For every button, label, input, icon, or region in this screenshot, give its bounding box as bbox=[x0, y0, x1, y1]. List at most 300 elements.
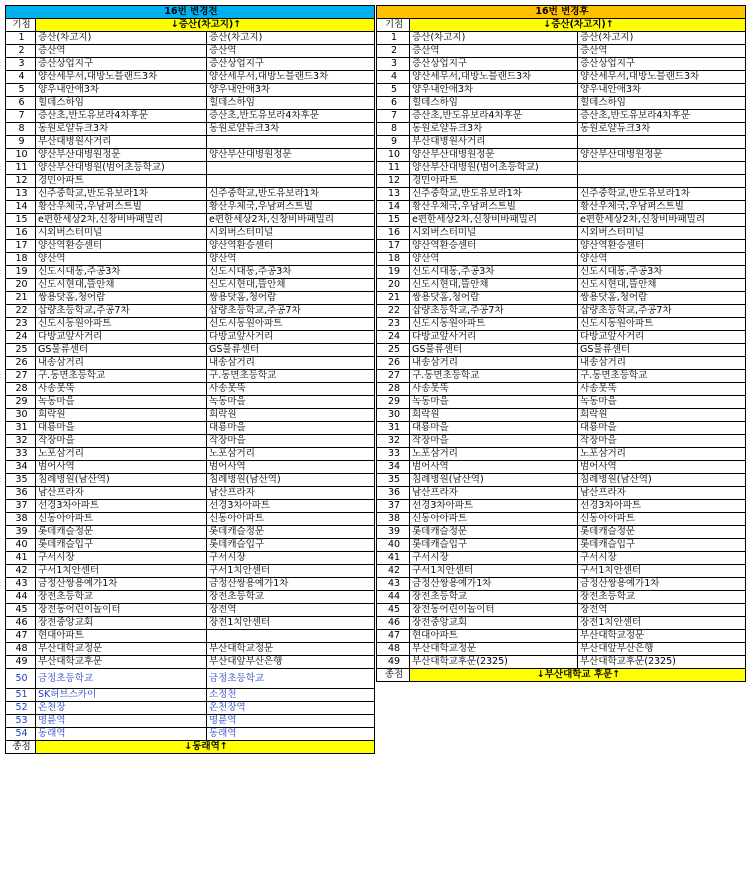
stop-number: 27 bbox=[6, 370, 36, 383]
before-title: 16번 변경전 bbox=[6, 6, 375, 19]
stop-row bbox=[6, 617, 375, 630]
stop-name-inbound: 동원로얄듀크3차 bbox=[207, 123, 375, 136]
stop-name-inbound: 증산상업지구 bbox=[578, 58, 746, 71]
stop-number: 2 bbox=[377, 45, 410, 58]
stop-number: 27 bbox=[377, 370, 410, 383]
stop-row bbox=[377, 240, 746, 253]
stop-row bbox=[377, 227, 746, 240]
stop-number: 51 bbox=[6, 689, 36, 702]
stop-name-inbound: 부산대학교후문(2325) bbox=[578, 656, 746, 669]
stop-row bbox=[377, 318, 746, 331]
stop-name-outbound: 증산역 bbox=[36, 45, 207, 58]
stop-row bbox=[6, 728, 375, 741]
stop-name-outbound: 녹동마을 bbox=[36, 396, 207, 409]
stop-name-outbound: 양산부산대병원정문 bbox=[410, 149, 578, 162]
stop-name-outbound: 사송못뚝 bbox=[410, 383, 578, 396]
stop-name-outbound: 내송삼거리 bbox=[410, 357, 578, 370]
stop-name-outbound: 경민아파트 bbox=[410, 175, 578, 188]
stop-row bbox=[6, 188, 375, 201]
stop-row bbox=[6, 630, 375, 643]
stop-name-inbound: 침례병원(남산역) bbox=[578, 474, 746, 487]
stop-number: 8 bbox=[377, 123, 410, 136]
stop-name-outbound: 힐데스하임 bbox=[36, 97, 207, 110]
stop-name-inbound: 시외버스터미널 bbox=[578, 227, 746, 240]
stop-name-inbound: 금정산쌍용예가1차 bbox=[578, 578, 746, 591]
stop-name-inbound: 황산우체국,우남퍼스트빌 bbox=[207, 201, 375, 214]
stop-name-inbound: 신동아아파트 bbox=[207, 513, 375, 526]
before-end-endpoint: ↓동래역↑ bbox=[36, 741, 375, 754]
stop-number: 50 bbox=[6, 669, 36, 689]
stop-name-inbound: 구서1치안센터 bbox=[578, 565, 746, 578]
stop-name-outbound: 롯데캐슬정문 bbox=[410, 526, 578, 539]
stop-name-inbound: 남산프라자 bbox=[207, 487, 375, 500]
stop-name-outbound: 신도시현대,뜰안채 bbox=[36, 279, 207, 292]
stop-row bbox=[377, 461, 746, 474]
stop-number: 33 bbox=[6, 448, 36, 461]
stop-row bbox=[6, 279, 375, 292]
stop-name-inbound: 구서시장 bbox=[578, 552, 746, 565]
stop-number: 14 bbox=[6, 201, 36, 214]
stop-number: 3 bbox=[6, 58, 36, 71]
stop-number: 19 bbox=[377, 266, 410, 279]
stop-name-outbound: 신도시대동,주공3차 bbox=[410, 266, 578, 279]
stop-number: 23 bbox=[377, 318, 410, 331]
stop-name-inbound: 대룡마을 bbox=[207, 422, 375, 435]
stop-number: 45 bbox=[377, 604, 410, 617]
stop-name-outbound: 선경3차아파트 bbox=[410, 500, 578, 513]
stop-number: 22 bbox=[6, 305, 36, 318]
stop-row bbox=[377, 45, 746, 58]
stop-number: 25 bbox=[377, 344, 410, 357]
stop-row bbox=[6, 357, 375, 370]
stop-name-inbound: 신도시동원아파트 bbox=[578, 318, 746, 331]
stop-row bbox=[377, 201, 746, 214]
stop-number: 4 bbox=[377, 71, 410, 84]
after-table-body bbox=[377, 6, 746, 682]
stop-row bbox=[6, 689, 375, 702]
stop-name-outbound: 양산역 bbox=[36, 253, 207, 266]
stop-name-inbound: 녹동마을 bbox=[578, 396, 746, 409]
stop-name-inbound: GS물류센터 bbox=[207, 344, 375, 357]
stop-row bbox=[377, 32, 746, 45]
stop-row bbox=[6, 305, 375, 318]
stop-number: 47 bbox=[6, 630, 36, 643]
stop-row bbox=[377, 617, 746, 630]
stop-name-inbound: 사송못뚝 bbox=[578, 383, 746, 396]
stop-name-inbound bbox=[578, 162, 746, 175]
stop-name-inbound: 장전1치안센터 bbox=[578, 617, 746, 630]
stop-name-inbound: e편한세상2차,신창비바패밀리 bbox=[578, 214, 746, 227]
stop-row bbox=[6, 32, 375, 45]
stop-number: 12 bbox=[6, 175, 36, 188]
stop-name-outbound: 양산역환승센터 bbox=[36, 240, 207, 253]
stop-name-outbound: 구서1치안센터 bbox=[36, 565, 207, 578]
stop-number: 54 bbox=[6, 728, 36, 741]
stop-row bbox=[377, 396, 746, 409]
stop-row bbox=[377, 162, 746, 175]
stop-number: 29 bbox=[6, 396, 36, 409]
stop-row bbox=[377, 383, 746, 396]
stop-name-inbound: 증산(차고지) bbox=[207, 32, 375, 45]
stop-name-inbound: 구서1치안센터 bbox=[207, 565, 375, 578]
stop-name-outbound: 부산대학교후문(2325) bbox=[410, 656, 578, 669]
stop-name-inbound: 구.동면초등학교 bbox=[207, 370, 375, 383]
stop-name-outbound: 신도시동원아파트 bbox=[410, 318, 578, 331]
stop-row bbox=[377, 253, 746, 266]
stop-number: 53 bbox=[6, 715, 36, 728]
stop-row bbox=[377, 331, 746, 344]
stop-number: 15 bbox=[377, 214, 410, 227]
stop-name-outbound: 양산부산대병원정문 bbox=[36, 149, 207, 162]
stop-name-inbound: 양산역 bbox=[207, 253, 375, 266]
stop-name-outbound: 대룡마을 bbox=[36, 422, 207, 435]
stop-name-inbound: 신주중학교,반도유보라1차 bbox=[578, 188, 746, 201]
stop-number: 11 bbox=[377, 162, 410, 175]
stop-name-outbound: 내송삼거리 bbox=[36, 357, 207, 370]
stop-name-outbound: 증산초,반도유보라4차후문 bbox=[36, 110, 207, 123]
stop-number: 6 bbox=[377, 97, 410, 110]
stop-number: 32 bbox=[6, 435, 36, 448]
stop-row bbox=[6, 58, 375, 71]
stop-row bbox=[6, 448, 375, 461]
stop-name-inbound: 양산역환승센터 bbox=[207, 240, 375, 253]
stop-name-outbound: 침례병원(남산역) bbox=[410, 474, 578, 487]
stop-row bbox=[377, 84, 746, 97]
stop-name-outbound: 장전초등학교 bbox=[410, 591, 578, 604]
stop-name-inbound: 금정산쌍용예가1차 bbox=[207, 578, 375, 591]
stop-row bbox=[6, 552, 375, 565]
stop-name-inbound: 신도시현대,뜰안채 bbox=[578, 279, 746, 292]
stop-number: 7 bbox=[377, 110, 410, 123]
after-start-label: 기점 bbox=[377, 19, 410, 32]
stop-name-outbound: 현대아파트 bbox=[410, 630, 578, 643]
stop-number: 44 bbox=[377, 591, 410, 604]
stop-name-outbound: 시외버스터미널 bbox=[36, 227, 207, 240]
stop-name-inbound bbox=[207, 136, 375, 149]
stop-name-outbound: 장전초등학교 bbox=[36, 591, 207, 604]
stop-name-outbound: 신주중학교,반도유보라1차 bbox=[410, 188, 578, 201]
stop-row bbox=[377, 214, 746, 227]
stop-number: 5 bbox=[6, 84, 36, 97]
stop-name-inbound: 삽량초등학교,주공7차 bbox=[578, 305, 746, 318]
stop-row bbox=[377, 474, 746, 487]
stop-name-outbound: 신도시대동,주공3차 bbox=[36, 266, 207, 279]
stop-name-inbound: 증산역 bbox=[207, 45, 375, 58]
stop-row bbox=[6, 526, 375, 539]
stop-name-outbound: 선경3차아파트 bbox=[36, 500, 207, 513]
stop-number: 29 bbox=[377, 396, 410, 409]
stop-name-outbound: GS물류센터 bbox=[410, 344, 578, 357]
stop-number: 24 bbox=[377, 331, 410, 344]
stop-number: 28 bbox=[377, 383, 410, 396]
stop-number: 48 bbox=[6, 643, 36, 656]
stop-number: 36 bbox=[377, 487, 410, 500]
stop-name-inbound: 다방교앞사거리 bbox=[578, 331, 746, 344]
stop-row bbox=[6, 715, 375, 728]
stop-number: 28 bbox=[6, 383, 36, 396]
stop-name-inbound: 선경3차아파트 bbox=[578, 500, 746, 513]
stop-number: 46 bbox=[377, 617, 410, 630]
stop-name-inbound: 명륜역 bbox=[207, 715, 375, 728]
stop-name-outbound: 양산부산대병원(범어초등학교) bbox=[410, 162, 578, 175]
stop-row bbox=[377, 175, 746, 188]
stop-name-outbound: 다방교앞사거리 bbox=[36, 331, 207, 344]
stop-row bbox=[6, 266, 375, 279]
stop-number: 7 bbox=[6, 110, 36, 123]
stop-row bbox=[377, 487, 746, 500]
stop-row bbox=[6, 578, 375, 591]
stop-name-outbound: 금정산쌍용예가1차 bbox=[410, 578, 578, 591]
stop-name-outbound: 남산프라자 bbox=[36, 487, 207, 500]
stop-row bbox=[377, 58, 746, 71]
stop-row bbox=[377, 266, 746, 279]
stop-name-inbound bbox=[207, 162, 375, 175]
stop-name-inbound: 남산프라자 bbox=[578, 487, 746, 500]
stop-row bbox=[377, 292, 746, 305]
stop-number: 42 bbox=[377, 565, 410, 578]
stop-name-outbound: 부산대병원사거리 bbox=[410, 136, 578, 149]
stop-row bbox=[6, 84, 375, 97]
stop-name-outbound: 증산(차고지) bbox=[36, 32, 207, 45]
stop-name-outbound: 신도시현대,뜰안채 bbox=[410, 279, 578, 292]
stop-name-inbound: 녹동마을 bbox=[207, 396, 375, 409]
stop-name-inbound: 롯데캐슬입구 bbox=[578, 539, 746, 552]
stop-name-outbound: 동원로얄듀크3차 bbox=[36, 123, 207, 136]
stop-number: 21 bbox=[377, 292, 410, 305]
stop-name-inbound: 장전역 bbox=[578, 604, 746, 617]
stop-name-outbound: 범어사역 bbox=[36, 461, 207, 474]
stop-number: 3 bbox=[377, 58, 410, 71]
stop-name-outbound: 동원로얄듀크3차 bbox=[410, 123, 578, 136]
end-row bbox=[377, 669, 746, 682]
stop-name-outbound: 신주중학교,반도유보라1차 bbox=[36, 188, 207, 201]
stop-name-inbound bbox=[207, 630, 375, 643]
stop-row bbox=[6, 253, 375, 266]
stop-number: 34 bbox=[377, 461, 410, 474]
stop-number: 18 bbox=[377, 253, 410, 266]
stop-row bbox=[6, 643, 375, 656]
stop-name-outbound: 롯데캐슬입구 bbox=[36, 539, 207, 552]
stop-number: 21 bbox=[6, 292, 36, 305]
stop-name-inbound: 선경3차아파트 bbox=[207, 500, 375, 513]
stop-name-outbound: 쌍용닷홈,청어람 bbox=[36, 292, 207, 305]
stop-name-outbound: 온천장 bbox=[36, 702, 207, 715]
stop-name-outbound: 녹동마을 bbox=[410, 396, 578, 409]
stop-number: 10 bbox=[377, 149, 410, 162]
stop-number: 48 bbox=[377, 643, 410, 656]
stop-row bbox=[6, 409, 375, 422]
stop-number: 44 bbox=[6, 591, 36, 604]
stop-name-inbound: 신동아아파트 bbox=[578, 513, 746, 526]
stop-name-outbound: 노포삼거리 bbox=[36, 448, 207, 461]
stop-name-outbound: 삽량초등학교,주공7차 bbox=[36, 305, 207, 318]
stop-number: 9 bbox=[377, 136, 410, 149]
stop-name-outbound: 신동아아파트 bbox=[410, 513, 578, 526]
stop-name-inbound: 황산우체국,우남퍼스트빌 bbox=[578, 201, 746, 214]
stop-row bbox=[377, 435, 746, 448]
stop-row bbox=[377, 123, 746, 136]
before-route-table bbox=[5, 5, 375, 754]
stop-number: 43 bbox=[6, 578, 36, 591]
stop-row bbox=[6, 162, 375, 175]
stop-name-inbound: 온천장역 bbox=[207, 702, 375, 715]
stop-row bbox=[377, 370, 746, 383]
stop-number: 17 bbox=[377, 240, 410, 253]
stop-name-outbound: 증산상업지구 bbox=[36, 58, 207, 71]
stop-name-inbound: 동래역 bbox=[207, 728, 375, 741]
stop-row bbox=[6, 227, 375, 240]
before-table-body bbox=[6, 6, 375, 754]
stop-name-inbound bbox=[207, 175, 375, 188]
stop-name-inbound: 소정천 bbox=[207, 689, 375, 702]
stop-name-inbound: 침례병원(남산역) bbox=[207, 474, 375, 487]
stop-name-inbound: 장전역 bbox=[207, 604, 375, 617]
stop-name-outbound: 장전중앙교회 bbox=[36, 617, 207, 630]
stop-row bbox=[6, 461, 375, 474]
stop-name-outbound: 증산상업지구 bbox=[410, 58, 578, 71]
stop-name-outbound: 양산세무서,대방노블랜드3차 bbox=[36, 71, 207, 84]
stop-name-inbound: 신도시대동,주공3차 bbox=[207, 266, 375, 279]
stop-name-inbound: 구서시장 bbox=[207, 552, 375, 565]
stop-name-inbound: 내송삼거리 bbox=[578, 357, 746, 370]
stop-name-inbound: 양우내안애3차 bbox=[207, 84, 375, 97]
stop-name-outbound: 장전동어린이놀이터 bbox=[410, 604, 578, 617]
stop-name-outbound: 양산역 bbox=[410, 253, 578, 266]
stop-number: 11 bbox=[6, 162, 36, 175]
stop-row bbox=[6, 201, 375, 214]
stop-name-inbound: 양산부산대병원정문 bbox=[207, 149, 375, 162]
stop-name-outbound: 장전동어린이놀이터 bbox=[36, 604, 207, 617]
stop-name-outbound: SK허브스카이 bbox=[36, 689, 207, 702]
stop-row bbox=[6, 669, 375, 689]
stop-number: 38 bbox=[6, 513, 36, 526]
stop-number: 43 bbox=[377, 578, 410, 591]
stop-number: 39 bbox=[6, 526, 36, 539]
stop-name-inbound: 희락원 bbox=[207, 409, 375, 422]
stop-row bbox=[6, 214, 375, 227]
stop-name-inbound: 사송못뚝 bbox=[207, 383, 375, 396]
stop-name-outbound: 시외버스터미널 bbox=[410, 227, 578, 240]
stop-name-outbound: 신도시동원아파트 bbox=[36, 318, 207, 331]
stop-name-outbound: e편한세상2차,신창비바패밀리 bbox=[36, 214, 207, 227]
stop-name-inbound bbox=[578, 136, 746, 149]
stop-name-outbound: 노포삼거리 bbox=[410, 448, 578, 461]
stop-name-inbound: 다방교앞사거리 bbox=[207, 331, 375, 344]
stop-number: 45 bbox=[6, 604, 36, 617]
stop-row bbox=[377, 448, 746, 461]
stop-number: 25 bbox=[6, 344, 36, 357]
stop-name-outbound: 황산우체국,우남퍼스트빌 bbox=[410, 201, 578, 214]
stop-name-inbound: 롯데캐슬정문 bbox=[578, 526, 746, 539]
stop-name-inbound: 양산역환승센터 bbox=[578, 240, 746, 253]
stop-number: 41 bbox=[377, 552, 410, 565]
stop-row bbox=[377, 344, 746, 357]
stop-name-outbound: 삽량초등학교,주공7차 bbox=[410, 305, 578, 318]
stop-name-outbound: 양산세무서,대방노블랜드3차 bbox=[410, 71, 578, 84]
stop-name-outbound: GS물류센터 bbox=[36, 344, 207, 357]
stop-name-inbound: 양산역 bbox=[578, 253, 746, 266]
stop-name-outbound: 희락원 bbox=[36, 409, 207, 422]
stop-row bbox=[6, 565, 375, 578]
stop-name-outbound: 신동아아파트 bbox=[36, 513, 207, 526]
stop-name-inbound: 장전1치안센터 bbox=[207, 617, 375, 630]
before-start-endpoint: ↓증산(차고지)↑ bbox=[36, 19, 375, 32]
stop-name-inbound: 희락원 bbox=[578, 409, 746, 422]
stop-number: 42 bbox=[6, 565, 36, 578]
stop-name-inbound: 부산대앞부산은행 bbox=[207, 656, 375, 669]
stop-row bbox=[377, 526, 746, 539]
stop-number: 23 bbox=[6, 318, 36, 331]
stop-name-inbound: 장전초등학교 bbox=[207, 591, 375, 604]
stop-number: 13 bbox=[6, 188, 36, 201]
stop-row bbox=[377, 409, 746, 422]
stop-number: 10 bbox=[6, 149, 36, 162]
stop-name-inbound: 신도시동원아파트 bbox=[207, 318, 375, 331]
stop-name-outbound: 증산역 bbox=[410, 45, 578, 58]
stop-name-inbound: 증산상업지구 bbox=[207, 58, 375, 71]
stop-row bbox=[377, 136, 746, 149]
stop-row bbox=[377, 604, 746, 617]
stop-row bbox=[6, 435, 375, 448]
stop-row bbox=[377, 552, 746, 565]
after-route-table bbox=[376, 5, 746, 682]
stop-row bbox=[377, 71, 746, 84]
stop-row bbox=[377, 513, 746, 526]
stop-name-inbound: 부산대앞부산은행 bbox=[578, 643, 746, 656]
stop-number: 24 bbox=[6, 331, 36, 344]
stop-name-outbound: 희락원 bbox=[410, 409, 578, 422]
stop-number: 4 bbox=[6, 71, 36, 84]
stop-row bbox=[6, 422, 375, 435]
stop-name-outbound: 장전중앙교회 bbox=[410, 617, 578, 630]
stop-number: 20 bbox=[6, 279, 36, 292]
stop-number: 30 bbox=[6, 409, 36, 422]
stop-name-outbound: 남산프라자 bbox=[410, 487, 578, 500]
stop-row bbox=[6, 396, 375, 409]
stop-name-outbound: 양우내안애3차 bbox=[36, 84, 207, 97]
stop-row bbox=[6, 500, 375, 513]
stop-name-inbound: 삽량초등학교,주공7차 bbox=[207, 305, 375, 318]
stop-row bbox=[6, 240, 375, 253]
before-start-label: 기점 bbox=[6, 19, 36, 32]
stop-name-outbound: 침례병원(남산역) bbox=[36, 474, 207, 487]
stop-row bbox=[377, 500, 746, 513]
stop-row bbox=[6, 702, 375, 715]
stop-number: 17 bbox=[6, 240, 36, 253]
stop-name-inbound: 롯데캐슬정문 bbox=[207, 526, 375, 539]
stop-name-inbound: 쌍용닷홈,청어람 bbox=[207, 292, 375, 305]
stop-row bbox=[6, 71, 375, 84]
stop-name-outbound: 사송못뚝 bbox=[36, 383, 207, 396]
stop-row bbox=[377, 279, 746, 292]
stop-number: 31 bbox=[377, 422, 410, 435]
stop-name-inbound: 범어사역 bbox=[578, 461, 746, 474]
stop-number: 5 bbox=[377, 84, 410, 97]
stop-name-inbound: 증산초,반도유보라4차후문 bbox=[578, 110, 746, 123]
stop-row bbox=[6, 331, 375, 344]
stop-name-outbound: 작장마을 bbox=[410, 435, 578, 448]
stop-name-inbound: 힐데스하임 bbox=[578, 97, 746, 110]
stop-row bbox=[6, 370, 375, 383]
stop-number: 1 bbox=[6, 32, 36, 45]
stop-row bbox=[6, 110, 375, 123]
stop-number: 12 bbox=[377, 175, 410, 188]
stop-number: 32 bbox=[377, 435, 410, 448]
stop-name-inbound: 동원로얄듀크3차 bbox=[578, 123, 746, 136]
stop-row bbox=[6, 539, 375, 552]
stop-number: 16 bbox=[377, 227, 410, 240]
stop-row bbox=[377, 578, 746, 591]
